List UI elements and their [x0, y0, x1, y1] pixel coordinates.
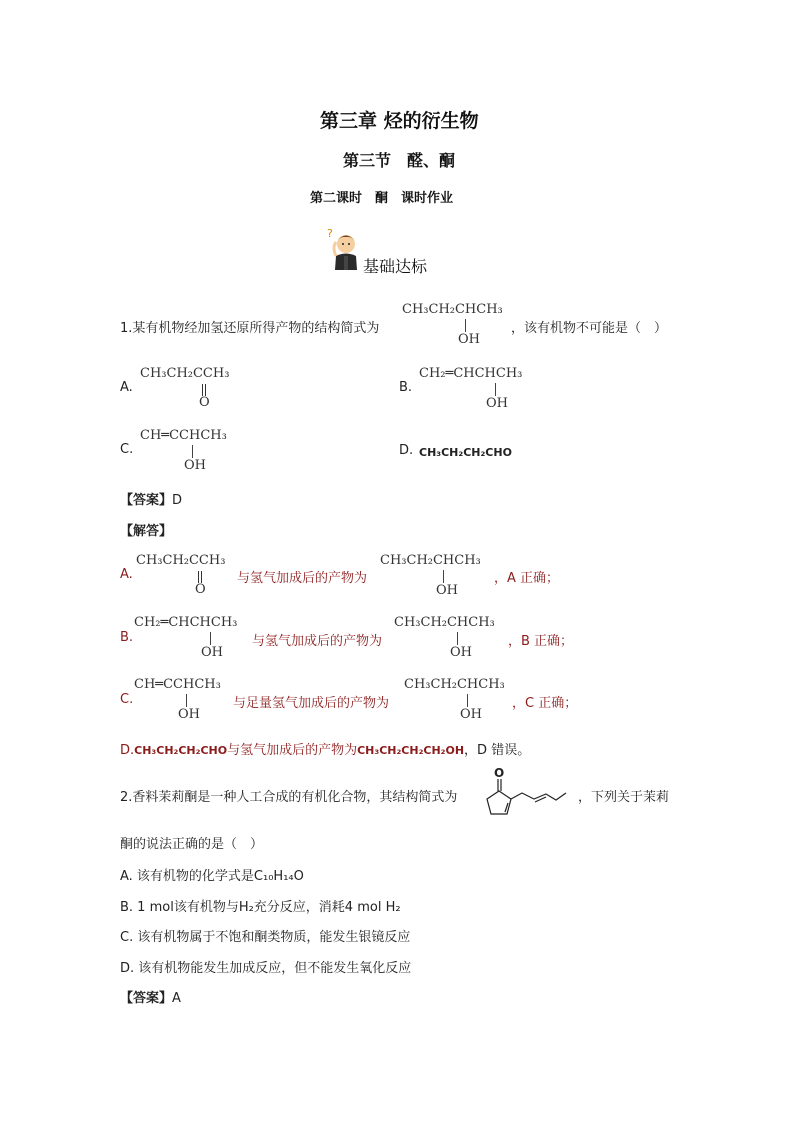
- explain-d-text: 与氢气加成后的产物为: [227, 743, 358, 758]
- explain-d-product: CH₃CH₂CH₂CH₂OH: [357, 744, 465, 757]
- explain-c-label: C.: [120, 692, 134, 707]
- structure-sub: OH: [458, 332, 480, 347]
- explain-d-line: [120, 739, 530, 758]
- q1-option-d-label: D.: [399, 443, 414, 458]
- q2-option-a: A. 该有机物的化学式是C₁₀H₁₄O: [120, 869, 304, 884]
- formula-bond: [467, 694, 468, 707]
- formula-line: CH₃CH₂CCH₃: [136, 553, 226, 568]
- q2-stem-suffix: ，下列关于茉莉: [578, 790, 670, 805]
- structure-line: CH₃CH₂CHCH₃: [402, 302, 503, 317]
- badge-label: 基础达标: [363, 257, 428, 276]
- q1-stem-suffix: ，该有机物不可能是（ ）: [511, 321, 668, 336]
- formula-bond: [192, 445, 193, 458]
- q2-option-d: D. 该有机物能发生加成反应，但不能发生氧化反应: [120, 961, 412, 976]
- formula-sub: OH: [450, 645, 472, 660]
- formula-sub: O: [195, 582, 206, 597]
- formula-line: CH═CCHCH₃: [134, 677, 221, 692]
- formula-sub: O: [199, 395, 210, 410]
- explain-d-reactant: CH₃CH₂CH₂CHO: [134, 744, 228, 757]
- explain-d-label: D.: [120, 743, 135, 758]
- formula-bond: [186, 694, 187, 707]
- formula-sub: OH: [436, 583, 458, 598]
- svg-text:?: ?: [327, 227, 333, 240]
- formula-line: CH₃CH₂CHCH₃: [380, 553, 481, 568]
- answer-label: 【答案】: [120, 493, 173, 508]
- explain-d-result: ，D 错误。: [464, 743, 531, 758]
- section-title: 第三节 醛、酮: [343, 151, 456, 170]
- explain-b-text: 与氢气加成后的产物为: [252, 634, 383, 649]
- q1-option-c-label: C.: [120, 442, 134, 457]
- explain-b-label: B.: [120, 630, 134, 645]
- jasmone-structure-icon: [484, 764, 574, 820]
- explain-a-label: A.: [120, 567, 133, 582]
- answer-label: 【答案】: [120, 991, 173, 1006]
- chapter-title: 第三章 烃的衍生物: [320, 110, 479, 132]
- q1-option-a-label: A.: [120, 380, 133, 395]
- thinking-boy-icon: [326, 226, 362, 272]
- answer-value: D: [172, 493, 183, 508]
- formula-line: CH₃CH₂CHCH₃: [404, 677, 505, 692]
- q2-stem-prefix: 2.香料茉莉酮是一种人工合成的有机化合物，其结构简式为: [120, 790, 458, 805]
- structure-bond: [465, 319, 466, 332]
- formula-line: CH₂═CHCHCH₃: [134, 615, 238, 630]
- section-badge: [326, 226, 476, 276]
- q2-answer: [120, 987, 181, 1006]
- q1-option-b-label: B.: [399, 380, 413, 395]
- q1-option-d-formula: CH₃CH₂CH₂CHO: [419, 446, 512, 459]
- formula-bond: [495, 383, 496, 396]
- q1-stem-prefix: 1.某有机物经加氢还原所得产物的结构简式为: [120, 321, 380, 336]
- carbonyl-oxygen-label: O: [494, 766, 505, 780]
- answer-value: A: [172, 991, 181, 1006]
- formula-bond: [457, 632, 458, 645]
- explain-c-text: 与足量氢气加成后的产物为: [233, 696, 390, 711]
- lesson-title: 第二课时 酮 课时作业: [310, 191, 454, 206]
- q1-explain-label: 【解答】: [120, 524, 173, 539]
- q2-option-c: C. 该有机物属于不饱和酮类物质，能发生银镜反应: [120, 930, 411, 945]
- formula-bond: [210, 632, 211, 645]
- q2-structure: [484, 764, 574, 820]
- formula-line: CH₃CH₂CHCH₃: [394, 615, 495, 630]
- formula-sub: OH: [486, 396, 508, 411]
- explain-a-text: 与氢气加成后的产物为: [237, 571, 368, 586]
- formula-sub: OH: [460, 707, 482, 722]
- formula-line: CH₂═CHCHCH₃: [419, 366, 523, 381]
- q2-option-b: B. 1 mol该有机物与H₂充分反应，消耗4 mol H₂: [120, 900, 401, 915]
- q2-stem-line2: 酮的说法正确的是（ ）: [120, 837, 264, 852]
- formula-sub: OH: [178, 707, 200, 722]
- formula-sub: OH: [184, 458, 206, 473]
- explain-b-result: ，B 正确；: [508, 634, 574, 649]
- formula-sub: OH: [201, 645, 223, 660]
- formula-line: CH₃CH₂CCH₃: [140, 366, 230, 381]
- formula-line: CH═CCHCH₃: [140, 428, 227, 443]
- q1-answer: [120, 489, 182, 508]
- formula-bond: [443, 570, 444, 583]
- explain-c-result: ，C 正确；: [512, 696, 578, 711]
- explain-a-result: ，A 正确；: [494, 571, 560, 586]
